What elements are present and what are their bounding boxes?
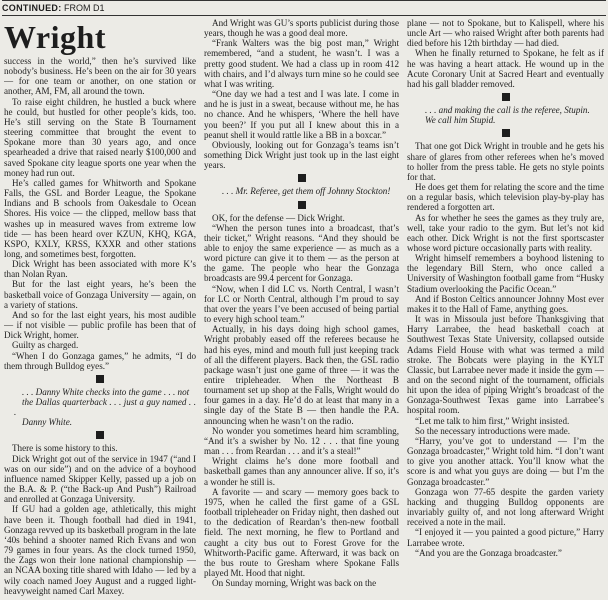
paragraph: “One day we had a test and I was late. I come in and he is just in a sweat, because without me, he has no chance. And he whispers, ‘Where the hell have you been?’ If you put all I knew about this in a peanut shell it would rattle like a BB in a boxcar.” [204, 89, 399, 140]
paragraph: Wright himself remembers a boyhood listening to the legendary Bill Stern, who once called a University of Washington football game from “Husky Stadium overlooking the Pacific Ocean.” [407, 253, 604, 294]
paragraph: It was in Missoula just before Thanksgiving that Harry Larrabee, the head basketball coach at Southwest Texas State University, collapsed outside Adams Field House with what was termed a mild stroke. The Bobcats were playing in the KYLT Classic, but Larrabee never made it inside the gym — and on the second night of the tournament, officials hit upon the idea of piping Wright’s broadcast of the Gonzaga-Southwest Texas game into Larrabee’s hospital room. [407, 314, 604, 416]
paragraph: Gonzaga won 77-65 despite the garden variety hacking and thugging Bulldog opponents are invariably guilty of, and not long afterward Wright received a note in the mail. [407, 486, 604, 528]
continued-source: FROM D1 [64, 3, 105, 13]
paragraph: OK, for the defense — Dick Wright. [212, 212, 345, 223]
headline: Wright [4, 19, 106, 55]
pull-quote [204, 186, 399, 196]
section-bullet [298, 174, 306, 182]
paragraph: When he finally returned to Spokane, he felt as if he was having a heart attack. He wound up in the Acute Coronary Unit at Sacred Heart and eventually had his gall bladder removed. [407, 48, 604, 89]
paragraph: “And you are the Gonzaga broadcaster.” [415, 547, 562, 558]
section-bullet [96, 431, 104, 439]
paragraph: Dick Wright got out of the service in 1947 (“and I was on our side”) and on the advice of a boyhood influence named Skipper Kelly, passed up a job on the B.A. & P. (“the Back-up And Push”) Railroad and enrolled at Gonzaga University. [4, 453, 196, 505]
paragraph: A favorite — and scary — memory goes back to 1975, when he called the first game of a GSL football tripleheader on Friday night, then dashed out to the dedication of Reardan’s then-new football field. The next morning, he flew to Portland and caught a city bus out to Forest Grove for the Whitworth-Pacific game. Afterward, it was back on the bus route to Gresham where Spokane Falls played Mt. Hood that night. [204, 486, 399, 578]
pull-quote-line: . . . Mr. Referee, get them off Johnny Stockton! [222, 186, 391, 197]
paragraph: “When the person tunes into a broadcast, that’s their ticket,” Wright reasons. “And they should be able to enjoy the same experience — as much as a word picture can give it to them — as the person at the game. The people who hear the Gonzaga broadcasts are 99.4 percent for Gonzaga. [204, 222, 399, 284]
pull-quote [407, 105, 604, 125]
paragraph: “When I do Gonzaga games,” he admits, “I do them through Bulldog eyes.” [4, 350, 196, 371]
paragraph: Wright claims he’s done more football and basketball games than any announcer alive. If so, it’s a wonder he still is. [204, 456, 399, 487]
paragraph: “Harry, you’ve got to understand — I’m the Gonzaga broadcaster,” Wright told him. “I don’t want to give you another attack. You’ll know what the score is and what you guys are doing — but I’m the Gonzaga broadcaster.” [407, 435, 604, 487]
paragraph: plane — not to Spokane, but to Kalispell, where his uncle Art — who raised Wright after both parents had died before his 12th birthday — had died. [407, 18, 604, 49]
paragraph: “Frank Walters was the big post man,” Wright remembered, “and a student, he wasn’t. I was a pretty good student. We had a class up in room 412 with chairs, and I’d always turn mine so he could see what I was writing. [204, 38, 399, 89]
paragraph: He does get them for relating the score and the time on a regular basis, which television play-by-play has rendered a forgotten art. [407, 182, 604, 213]
paragraph: There is some history to this. [12, 443, 118, 454]
paragraph: Guilty as charged. [12, 340, 79, 351]
column-1 [4, 18, 196, 598]
paragraph: success in the world,” then he’s survived like nobody’s business. He’s been on the air for 30 years — for one team or another, on one station or another, AM, FM, all around the town. [4, 56, 196, 97]
paragraph: As for whether he sees the games as they truly are, well, take your radio to the gym. But let’s not kid each other. Dick Wright is not the first sportscaster whose word picture occasionally parts with reality. [407, 212, 604, 253]
section-bullet [502, 129, 510, 137]
paragraph: And if Boston Celtics announcer Johnny Most ever makes it to the Hall of Fame, anything goes. [407, 293, 604, 314]
paragraph: That one got Dick Wright in trouble and he gets his share of glares from other referees when he’s moved to holler from the press table. He gets no style points for that. [407, 141, 604, 182]
continued-label: CONTINUED: [2, 3, 62, 13]
paragraph: He’s called games for Whitworth and Spokane Falls, the GSL and Border League, the Spokane Indians and B schools from Oakesdale to Ocean Shores. His voice — the clipped, mellow bass that washes up in measured waves from extreme low tide — has been heard over KZUN, KHQ, KGA, KSPO, KXLY, KRSS, KXXR and other stations long, and sometimes best, forgotten. [4, 177, 196, 259]
paragraph: And so for the last eight years, his most audible — if not visible — public profile has been that of Dick Wright, homer. [4, 309, 196, 341]
pull-quote [4, 387, 196, 428]
paragraph: If GU had a golden age, athletically, this might have been it. Though football had died in 1941, Gonzaga revved up its basketball program in the late ‘40s behind a shooter named Rich Evans and won 79 games in four years. As the clock turned 1950, the Zags won their lone national championship — an NCAA boxing title shared with Idaho — led by a wily coach named Joey August and a rugged light-heavyweight named Carl Maxey. [4, 504, 196, 596]
pull-quote-line: . . . and making the call is the referee, Stupin. [425, 105, 590, 116]
paragraph: “Now, when I did LC vs. North Central, I wasn’t for LC or North Central, although I’m proud to say that over the years I’ve been accused of being partial to every high school team.” [204, 283, 399, 325]
paragraph: But for the last eight years, he’s been the basketball voice of Gonzaga University — again, on a variety of stations. [4, 279, 196, 310]
paragraph: So the necessary introductions were made. [415, 425, 571, 436]
paragraph: Obviously, looking out for Gonzaga’s teams isn’t something Dick Wright just took up in the last eight years. [204, 139, 399, 171]
paragraph: On Sunday morning, Wright was back on the [212, 578, 377, 589]
pull-quote-line: the Dallas quarterback . . . just a guy named . . . [14, 397, 196, 418]
column-3 [407, 18, 604, 598]
paragraph: To raise eight children, he hustled a buck where he could, but hustled for other people’s kids, too. He’s still serving on the State B Tournament steering committee that brought the event to Spokane more than 30 years ago, and once spearheaded a drive that raised nearly $100,000 and saved Spokane city league sports one year when the money had run out. [4, 96, 196, 178]
paragraph: Actually, in his days doing high school games, Wright probably eased off the referees because he had his eyes, mind and mouth full just keeping track of all the different players. Back then, the GSL radio package wasn’t just one game of three — it was the entire tripleheader. When the Northeast B tournament set up shop at the Falls, Wright would do four games in a day. He’d do at least that many in a single day of the State B — then handle the P.A. announcing when he wasn’t on the radio. [204, 324, 399, 426]
pull-quote-line: . . . Danny White checks into the game . . . not [22, 386, 190, 397]
pull-quote-line: Danny White. [22, 417, 73, 428]
section-bullet [298, 201, 306, 209]
paragraph: No wonder you sometimes heard him scrambling, “And it’s a swisher by No. 12 . . . that fine young man . . . from Reardan . . . and it’s a steal!” [204, 425, 399, 457]
pull-quote-line: We call him Stupid. [425, 115, 496, 126]
paragraph: And Wright was GU’s sports publicist during those years, though he was a good deal more. [204, 18, 399, 39]
paragraph: “Let me talk to him first,” Wright insisted. [415, 415, 570, 426]
section-bullet [96, 375, 104, 383]
continued-header [2, 0, 606, 16]
column-2 [204, 18, 399, 598]
paragraph: Dick Wright has been associated with more K’s than Nolan Ryan. [4, 259, 196, 280]
section-bullet [502, 93, 510, 101]
paragraph: “I enjoyed it — you painted a good picture,” Harry Larrabee wrote. [407, 527, 604, 548]
